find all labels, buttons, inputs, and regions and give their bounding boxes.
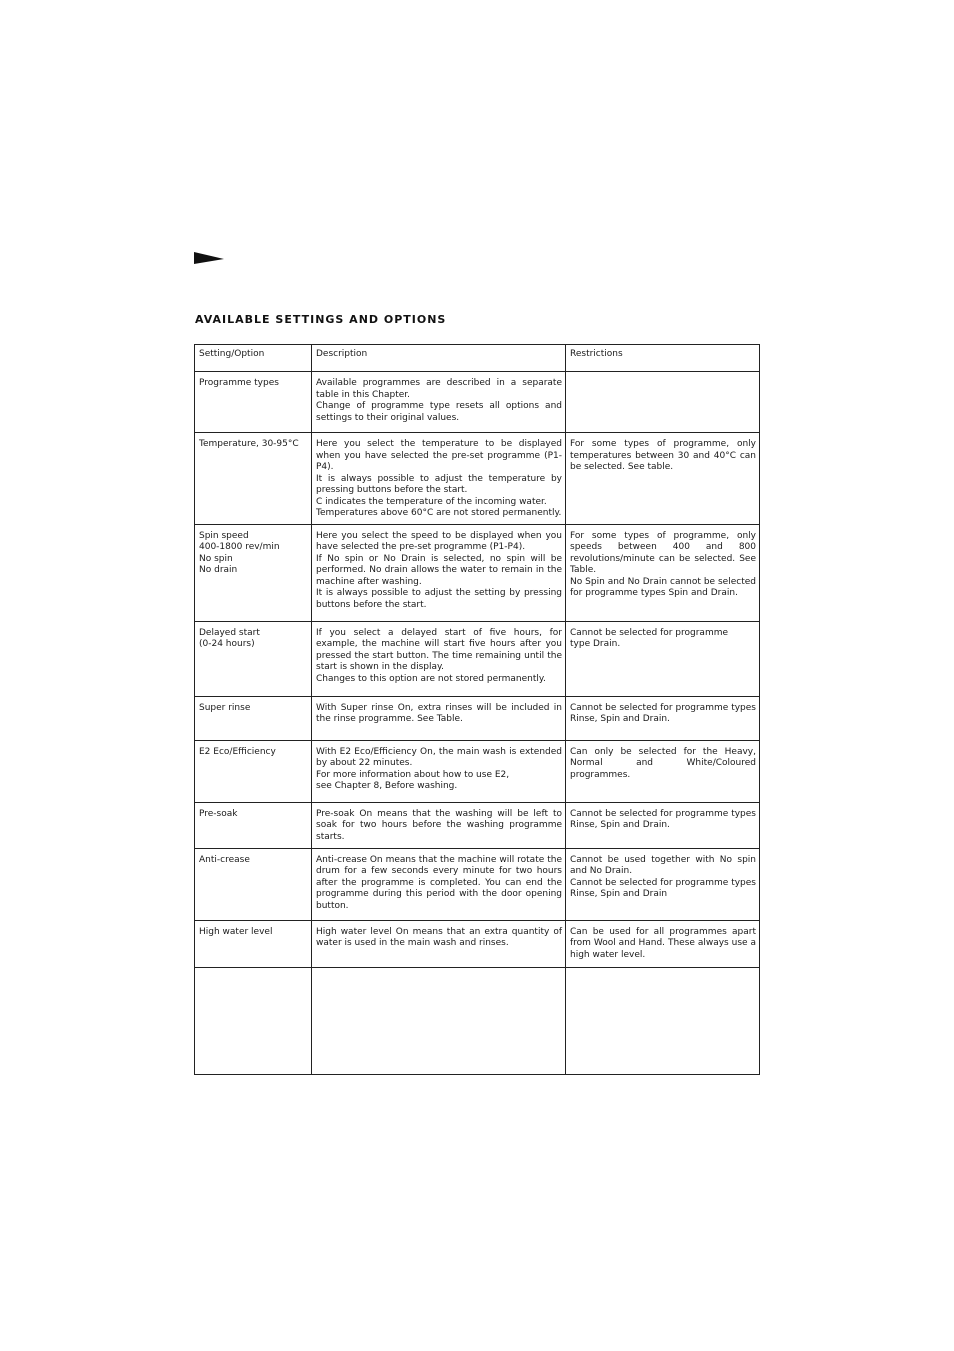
- restrictions-cell: [566, 696, 760, 740]
- table-row: [195, 740, 760, 802]
- description-text: It is always possible to adjust the temperature by pressing buttons before the start.: [316, 473, 562, 495]
- setting-cell: [195, 848, 312, 920]
- restrictions-text: type Drain.: [570, 639, 621, 649]
- setting-cell: [195, 802, 312, 848]
- description-text: For more information about how to use E2,: [316, 769, 510, 780]
- table-header-row: [195, 345, 760, 372]
- description-cell: [312, 740, 566, 802]
- description-text: Change of programme type resets all options and settings to their original values.: [316, 401, 562, 423]
- setting-text: (0-24 hours): [199, 639, 255, 649]
- table-row: [195, 372, 760, 433]
- description-text: Here you select the speed to be displayed when you have selected the pre-set programme (P1-P4).: [316, 530, 562, 552]
- table-row: [195, 433, 760, 525]
- description-cell: [312, 967, 566, 1074]
- description-text: Anti-crease On means that the machine will rotate the drum for a few seconds every minute for two hours after the programme is completed. You can end the programme during this period with the door opening button.: [316, 854, 562, 911]
- description-text: Temperatures above 60°C are not stored permanently.: [316, 508, 562, 518]
- restrictions-cell: [566, 920, 760, 967]
- description-cell: [312, 524, 566, 621]
- restrictions-cell: [566, 524, 760, 621]
- setting-cell: [195, 372, 312, 433]
- setting-text: Anti-crease: [199, 854, 250, 865]
- description-text: If No spin or No Drain is selected, no spin will be performed. No drain allows the water to remain in the machine after washing.: [316, 553, 562, 587]
- setting-cell: [195, 621, 312, 696]
- setting-text: High water level: [199, 926, 273, 937]
- description-text: C indicates the temperature of the incoming water.: [316, 496, 547, 507]
- description-cell: [312, 848, 566, 920]
- description-text: Available programmes are described in a separate table in this Chapter.: [316, 378, 562, 400]
- setting-text: Super rinse: [199, 702, 251, 713]
- restrictions-cell: [566, 621, 760, 696]
- restrictions-text: For some types of programme, only temperatures between 30 and 40°C can be selected. See table.: [570, 439, 756, 472]
- restrictions-cell: [566, 967, 760, 1074]
- description-cell: [312, 802, 566, 848]
- setting-text: No spin: [199, 553, 233, 564]
- restrictions-cell: [566, 848, 760, 920]
- table-row: [195, 621, 760, 696]
- description-cell: [312, 696, 566, 740]
- header-restrictions: Restrictions: [566, 345, 760, 372]
- setting-cell: [195, 524, 312, 621]
- pointer-arrow-icon: [194, 252, 224, 264]
- restrictions-cell: [566, 802, 760, 848]
- header-setting: Setting/Option: [195, 345, 312, 372]
- setting-cell: [195, 433, 312, 525]
- table-row: [195, 696, 760, 740]
- table-row: [195, 524, 760, 621]
- restrictions-cell: [566, 740, 760, 802]
- section-title: AVAILABLE SETTINGS AND OPTIONS: [195, 313, 447, 326]
- restrictions-text: Cannot be used together with No spin and No Drain.: [570, 854, 756, 876]
- restrictions-text: Cannot be selected for programme types Rinse, Spin and Drain.: [570, 702, 756, 724]
- setting-text: Delayed start: [199, 627, 260, 638]
- description-cell: [312, 372, 566, 433]
- description-text: Here you select the temperature to be displayed when you have selected the pre-set programme (P1-P4).: [316, 439, 562, 472]
- description-text: It is always possible to adjust the setting by pressing buttons before the start.: [316, 588, 562, 610]
- restrictions-text: Cannot be selected for programme types Rinse, Spin and Drain: [570, 877, 756, 899]
- settings-table: [194, 344, 760, 1075]
- table-row: [195, 848, 760, 920]
- table-row: [195, 967, 760, 1074]
- restrictions-text: Can be used for all programmes apart from Wool and Hand. These always use a high water level.: [570, 926, 756, 960]
- setting-cell: [195, 920, 312, 967]
- restrictions-text: Can only be selected for the Heavy, Normal and White/Coloured programmes.: [570, 746, 756, 780]
- restrictions-cell: [566, 372, 760, 433]
- description-text: Pre-soak On means that the washing will be left to soak for two hours before the washing programme starts.: [316, 808, 562, 842]
- setting-cell: [195, 740, 312, 802]
- setting-cell: [195, 967, 312, 1074]
- description-cell: [312, 920, 566, 967]
- table-row: [195, 920, 760, 967]
- restrictions-text: No Spin and No Drain cannot be selected for programme types Spin and Drain.: [570, 576, 756, 598]
- setting-text: E2 Eco/Efficiency: [199, 746, 276, 757]
- description-text: With Super rinse On, extra rinses will be included in the rinse programme. See Table.: [316, 702, 562, 724]
- restrictions-text: Cannot be selected for programme types Rinse, Spin and Drain.: [570, 808, 756, 830]
- description-text: With E2 Eco/Efficiency On, the main wash is extended by about 22 minutes.: [316, 746, 562, 768]
- description-text: High water level On means that an extra quantity of water is used in the main wash and rinses.: [316, 926, 562, 948]
- description-text: see Chapter 8, Before washing.: [316, 781, 458, 791]
- setting-text: 400-1800 rev/min: [199, 542, 280, 552]
- setting-text: Programme types: [199, 378, 279, 388]
- setting-text: No drain: [199, 565, 238, 575]
- setting-text: Spin speed: [199, 530, 249, 541]
- description-cell: [312, 621, 566, 696]
- setting-text: Temperature, 30-95°C: [199, 439, 299, 449]
- restrictions-text: Cannot be selected for programme: [570, 627, 729, 638]
- restrictions-cell: [566, 433, 760, 525]
- description-text: If you select a delayed start of five hours, for example, the machine will start five hours after you pressed the start button. The time remaining until the start is shown in the display.: [316, 627, 562, 672]
- table-row: [195, 802, 760, 848]
- description-cell: [312, 433, 566, 525]
- setting-text: Pre-soak: [199, 808, 238, 819]
- setting-cell: [195, 696, 312, 740]
- description-text: Changes to this option are not stored permanently.: [316, 673, 546, 684]
- header-description: Description: [312, 345, 566, 372]
- restrictions-text: For some types of programme, only speeds between 400 and 800 revolutions/minute can be selected. See Table.: [570, 530, 756, 575]
